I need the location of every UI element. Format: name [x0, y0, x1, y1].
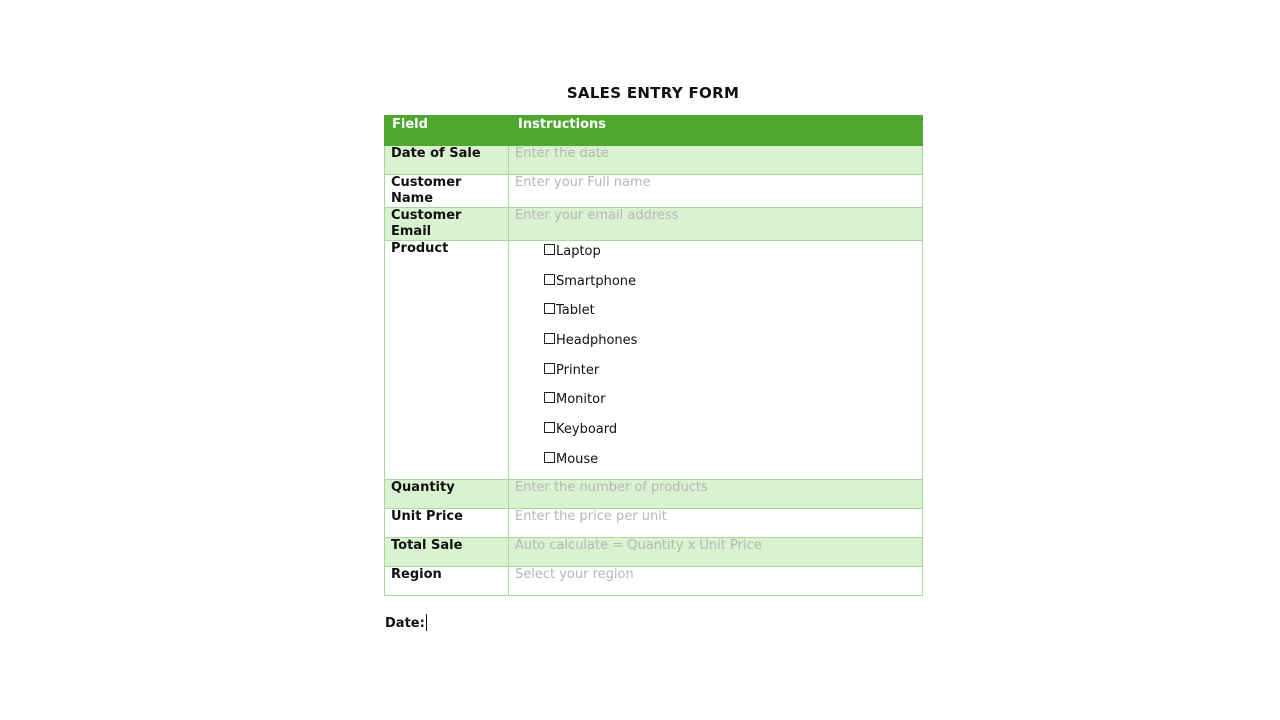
unit-price-input[interactable]: Enter the price per unit [509, 508, 923, 537]
date-label: Date: [385, 616, 425, 631]
table-row-customer-email [385, 208, 923, 241]
checkbox-icon[interactable] [544, 274, 555, 285]
date-line[interactable] [385, 614, 427, 631]
product-option-smartphone[interactable]: Smartphone [544, 271, 922, 301]
product-options [509, 241, 923, 480]
checkbox-icon[interactable] [544, 422, 555, 433]
field-label: Product [385, 241, 509, 480]
header-field: Field [385, 116, 509, 146]
table-row-total-sale [385, 537, 923, 566]
sales-form-table [384, 115, 923, 596]
checkbox-icon[interactable] [544, 392, 555, 403]
form-title: SALES ENTRY FORM [566, 84, 740, 102]
table-header-row [385, 116, 923, 146]
region-input[interactable]: Select your region [509, 566, 923, 595]
total-sale-input[interactable]: Auto calculate = Quantity x Unit Price [509, 537, 923, 566]
checkbox-icon[interactable] [544, 452, 555, 463]
header-instructions: Instructions [509, 116, 923, 146]
product-option-mouse[interactable]: Mouse [544, 449, 922, 479]
table-row-region [385, 566, 923, 595]
field-label: Date of Sale [385, 146, 509, 175]
product-option-headphones[interactable]: Headphones [544, 330, 922, 360]
checkbox-icon[interactable] [544, 303, 555, 314]
checkbox-icon[interactable] [544, 244, 555, 255]
checkbox-icon[interactable] [544, 363, 555, 374]
field-label: Customer Email [385, 208, 509, 241]
product-option-printer[interactable]: Printer [544, 360, 922, 390]
checkbox-icon[interactable] [544, 333, 555, 344]
table-row-date-of-sale [385, 146, 923, 175]
date-of-sale-input[interactable]: Enter the date [509, 146, 923, 175]
table-row-quantity [385, 479, 923, 508]
table-row-unit-price [385, 508, 923, 537]
table-row-customer-name [385, 175, 923, 208]
text-cursor [426, 614, 427, 631]
field-label: Total Sale [385, 537, 509, 566]
customer-name-input[interactable]: Enter your Full name [509, 175, 923, 208]
customer-email-input[interactable]: Enter your email address [509, 208, 923, 241]
field-label: Quantity [385, 479, 509, 508]
field-label: Region [385, 566, 509, 595]
field-label: Customer Name [385, 175, 509, 208]
product-option-monitor[interactable]: Monitor [544, 389, 922, 419]
table-row-product [385, 241, 923, 480]
product-option-laptop[interactable]: Laptop [544, 241, 922, 271]
quantity-input[interactable]: Enter the number of products [509, 479, 923, 508]
field-label: Unit Price [385, 508, 509, 537]
product-option-keyboard[interactable]: Keyboard [544, 419, 922, 449]
product-option-tablet[interactable]: Tablet [544, 300, 922, 330]
